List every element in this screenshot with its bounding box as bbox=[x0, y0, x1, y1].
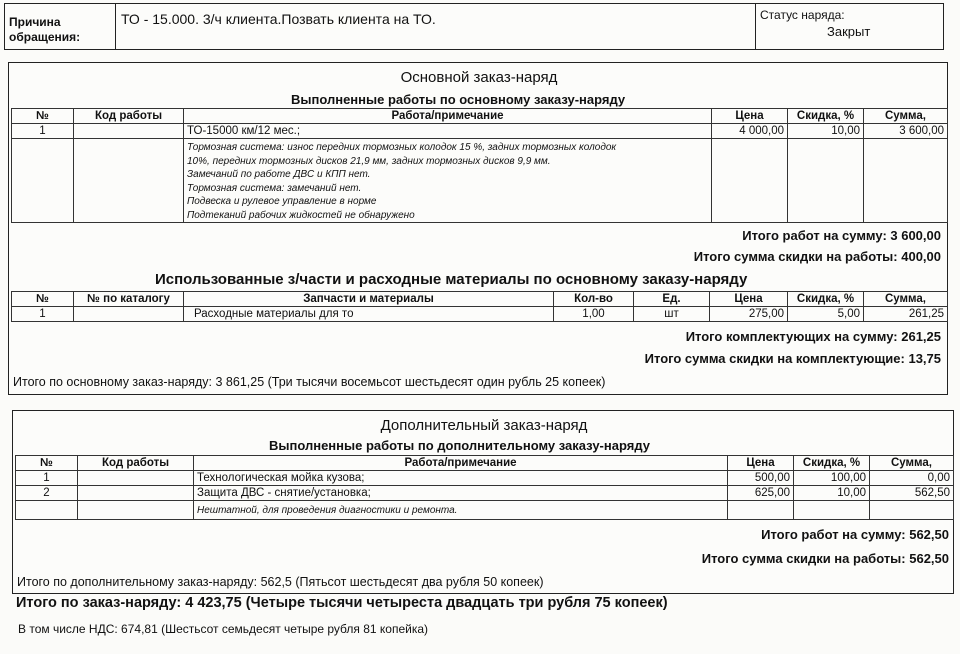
parts-total: Итого комплектующих на сумму: 261,25 bbox=[685, 329, 941, 344]
row-discount: 100,00 bbox=[794, 471, 870, 486]
grand-total: Итого по заказ-наряду: 4 423,75 (Четыре тысячи четыреста двадцать три рубля 75 копеек) bbox=[16, 595, 668, 611]
reason-value: ТО - 15.000. 3/ч клиента.Позвать клиента на ТО. bbox=[121, 11, 436, 27]
row-sum: 0,00 bbox=[870, 471, 954, 486]
main-works-total: Итого работ на сумму: 3 600,00 bbox=[742, 228, 941, 243]
parts-discount-total: Итого сумма скидки на комплектующие: 13,75 bbox=[644, 351, 941, 366]
additional-works-table bbox=[15, 455, 954, 520]
col-work: Работа/примечание bbox=[194, 456, 728, 471]
note-line: Замечаний по работе ДВС и КПП нет. bbox=[187, 169, 371, 180]
row-number: 1 bbox=[12, 124, 74, 139]
row-number: 2 bbox=[16, 486, 78, 501]
col-work: Работа/примечание bbox=[184, 109, 712, 124]
main-works-title: Выполненные работы по основному заказу-наряду bbox=[291, 92, 626, 107]
status-label: Статус наряда: bbox=[760, 8, 845, 22]
col-sum: Сумма, bbox=[870, 456, 954, 471]
row-catalog bbox=[74, 307, 184, 322]
row-sum: 562,50 bbox=[870, 486, 954, 501]
row-code bbox=[78, 471, 194, 486]
col-work-code: Код работы bbox=[74, 109, 184, 124]
main-order-title: Основной заказ-наряд bbox=[400, 69, 558, 86]
col-part-name: Запчасти и материалы bbox=[184, 292, 554, 307]
main-works-table bbox=[11, 108, 948, 223]
col-discount: Скидка, % bbox=[794, 456, 870, 471]
row-price: 625,00 bbox=[728, 486, 794, 501]
parts-table bbox=[11, 291, 948, 322]
table-header-row bbox=[12, 292, 948, 307]
col-number: № bbox=[16, 456, 78, 471]
note-line: Тормозная система: замечаний нет. bbox=[187, 182, 362, 194]
col-number: № bbox=[12, 109, 74, 124]
additional-order-section bbox=[12, 410, 954, 594]
status-value: Закрыт bbox=[827, 24, 871, 39]
table-header-row bbox=[16, 456, 954, 471]
main-order-total: Итого по основному заказ-наряду: 3 861,25 (Три тысячи восемьсот шестьдесят один рубль 25 копеек) bbox=[13, 375, 606, 389]
col-price: Цена bbox=[728, 456, 794, 471]
row-sum: 261,25 bbox=[864, 307, 948, 322]
table-row-note bbox=[16, 501, 954, 520]
col-sum: Сумма, bbox=[864, 109, 948, 124]
row-discount: 10,00 bbox=[788, 124, 864, 139]
main-works-discount-total: Итого сумма скидки на работы: 400,00 bbox=[693, 249, 941, 264]
row-part-name: Расходные материалы для то bbox=[184, 307, 554, 322]
col-unit: Ед. bbox=[634, 292, 710, 307]
col-catalog: № по каталогу bbox=[74, 292, 184, 307]
table-row bbox=[12, 307, 948, 322]
col-number: № bbox=[12, 292, 74, 307]
header-box bbox=[4, 3, 944, 50]
vat-total: В том числе НДС: 674,81 (Шестьсот семьдесят четыре рубля 81 копейка) bbox=[18, 622, 429, 636]
row-discount: 5,00 bbox=[788, 307, 864, 322]
row-price: 275,00 bbox=[710, 307, 788, 322]
col-work-code: Код работы bbox=[78, 456, 194, 471]
table-row bbox=[16, 486, 954, 501]
table-header-row bbox=[12, 109, 948, 124]
row-work: ТО-15000 км/12 мес.; bbox=[184, 124, 712, 139]
parts-title: Использованные з/части и расходные материалы по основному заказу-наряду bbox=[155, 271, 748, 288]
row-number: 1 bbox=[12, 307, 74, 322]
table-row-note bbox=[12, 139, 948, 223]
row-discount: 10,00 bbox=[794, 486, 870, 501]
additional-works-title: Выполненные работы по дополнительному заказу-наряду bbox=[269, 438, 650, 453]
main-order-section bbox=[8, 62, 948, 395]
col-price: Цена bbox=[712, 109, 788, 124]
row-code bbox=[74, 124, 184, 139]
row-work: Технологическая мойка кузова; bbox=[194, 471, 728, 486]
row-price: 500,00 bbox=[728, 471, 794, 486]
table-row bbox=[16, 471, 954, 486]
work-note bbox=[184, 139, 712, 223]
additional-works-total: Итого работ на сумму: 562,50 bbox=[761, 527, 949, 542]
row-price: 4 000,00 bbox=[712, 124, 788, 139]
row-work: Защита ДВС - снятие/установка; bbox=[194, 486, 728, 501]
note-line: Тормозная система: износ передних тормозных колодок 15 %, задних тормозных колодок bbox=[187, 142, 617, 153]
col-qty: Кол-во bbox=[554, 292, 634, 307]
work-note: Нештатной, для проведения диагностики и ремонта. bbox=[194, 501, 728, 520]
row-number: 1 bbox=[16, 471, 78, 486]
col-discount: Скидка, % bbox=[788, 109, 864, 124]
reason-label: Причина обращения: bbox=[9, 15, 81, 44]
col-price: Цена bbox=[710, 292, 788, 307]
col-discount: Скидка, % bbox=[788, 292, 864, 307]
row-sum: 3 600,00 bbox=[864, 124, 948, 139]
additional-order-total: Итого по дополнительному заказ-наряду: 562,5 (Пятьсот шестьдесят два рубля 50 копеек) bbox=[17, 575, 544, 589]
note-line: Подвеска и рулевое управление в норме bbox=[187, 196, 377, 207]
note-line: 10%, передних тормозных дисков 21,9 мм, задних тормозных дисков 9,9 мм. bbox=[187, 155, 551, 167]
col-sum: Сумма, bbox=[864, 292, 948, 307]
additional-works-discount-total: Итого сумма скидки на работы: 562,50 bbox=[701, 551, 949, 566]
note-line: Подтеканий рабочих жидкостей не обнаружено bbox=[187, 209, 415, 221]
table-row bbox=[12, 124, 948, 139]
row-qty: 1,00 bbox=[554, 307, 634, 322]
additional-order-title: Дополнительный заказ-наряд bbox=[380, 417, 588, 434]
row-unit: шт bbox=[634, 307, 710, 322]
row-code bbox=[78, 486, 194, 501]
